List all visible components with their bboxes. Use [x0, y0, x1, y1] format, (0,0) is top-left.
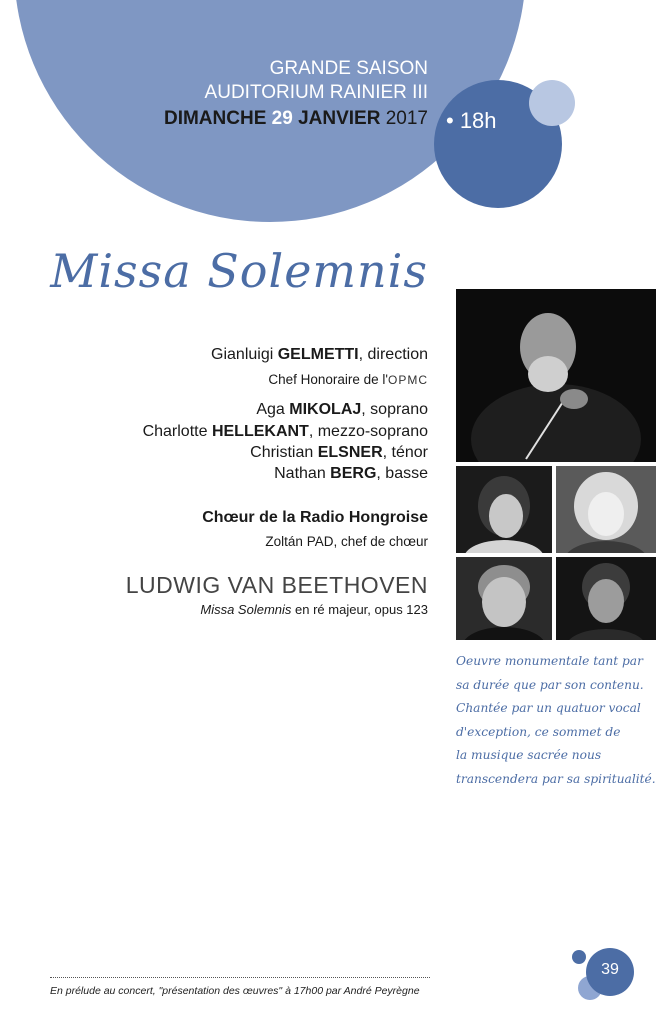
soloist-first: Christian — [250, 444, 314, 461]
venue-label: AUDITORIUM RAINIER III — [204, 82, 428, 103]
soloist-last: ELSNER — [317, 444, 383, 461]
orchestra-acronym: OPMC — [388, 373, 428, 387]
conductor-first: Gianluigi — [211, 346, 274, 363]
conductor-role: , direction — [358, 346, 428, 363]
decorative-circle — [529, 80, 575, 126]
conductor-photo — [456, 289, 656, 462]
soloist-role: , mezzo-soprano — [308, 423, 428, 440]
conductor-last: GELMETTI — [277, 346, 359, 363]
soloist-role: , soprano — [361, 401, 428, 418]
note-line: la musique sacrée nous — [456, 748, 602, 763]
note-line: sa durée que par son contenu. — [456, 677, 644, 692]
work-title: Missa Solemnis — [200, 602, 292, 617]
date-weekday: DIMANCHE — [163, 108, 267, 129]
conductor-note — [268, 372, 428, 387]
soprano-photo — [456, 466, 552, 553]
work-line — [200, 602, 428, 617]
soloist-line — [274, 465, 428, 483]
page-title: Missa Solemnis — [50, 244, 428, 298]
page-number: 39 — [601, 961, 619, 978]
soloist-line — [143, 423, 428, 441]
conductor-line — [211, 346, 428, 364]
soloist-first: Nathan — [274, 465, 326, 482]
date-day: 29 — [271, 108, 293, 129]
footer-note: En prélude au concert, "présentation des œuvres" à 17h00 par André Peyrègne — [50, 985, 420, 997]
mezzo-photo — [556, 466, 656, 553]
choir-name: Chœur de la Radio Hongroise — [202, 509, 428, 526]
bass-photo — [556, 557, 656, 640]
soloist-first: Charlotte — [142, 423, 208, 440]
soloist-last: MIKOLAJ — [289, 401, 362, 418]
soloist-line — [256, 401, 428, 419]
conductor-note-prefix: Chef Honoraire de l' — [268, 372, 388, 387]
program-note — [456, 650, 656, 792]
soloist-first: Aga — [256, 401, 285, 418]
note-line: Chantée par un quatuor vocal — [456, 701, 641, 716]
tenor-photo — [456, 557, 552, 640]
decorative-dot — [572, 950, 586, 964]
footer-divider — [50, 977, 430, 978]
composer-name: LUDWIG VAN BEETHOVEN — [125, 572, 428, 598]
note-line: Oeuvre monumentale tant par — [456, 654, 643, 668]
choir-director: Zoltán PAD, chef de chœur — [265, 534, 428, 549]
soloist-line — [250, 444, 428, 462]
soloist-last: BERG — [330, 465, 377, 482]
note-line: transcendera par sa spiritualité. — [456, 771, 656, 786]
soloist-last: HELLEKANT — [211, 423, 309, 440]
date-month: JANVIER — [298, 108, 381, 129]
concert-date — [164, 108, 428, 130]
season-label: GRANDE SAISON — [269, 58, 428, 79]
work-detail: en ré majeur, opus 123 — [291, 602, 428, 617]
soloist-role: , ténor — [382, 444, 428, 461]
date-year: 2017 — [385, 108, 428, 129]
soloist-role: , basse — [376, 465, 428, 482]
concert-time: • 18h — [446, 108, 497, 133]
note-line: d'exception, ce sommet de — [456, 724, 621, 739]
